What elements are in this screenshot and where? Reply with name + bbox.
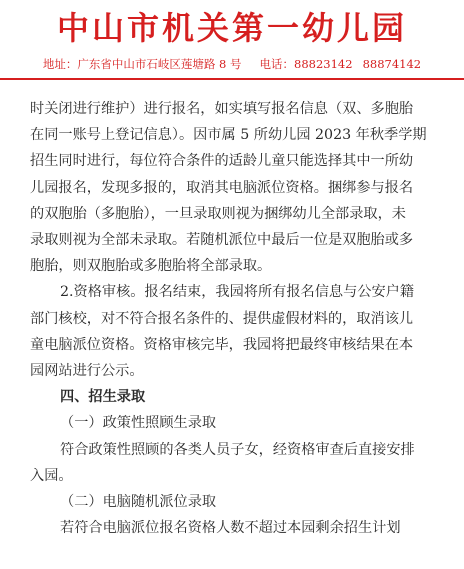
body-line: 的双胞胎（多胞胎），一旦录取则视为捆绑幼儿全部录取，未: [30, 205, 406, 222]
body-line: 符合政策性照顾的各类人员子女，经资格审查后直接安排: [60, 441, 415, 458]
subsection-heading: （二）电脑随机派位录取: [60, 494, 217, 511]
body-line: 录取则视为全部未录取。若随机派位中最后一位是双胞胎或多: [30, 232, 414, 249]
subsection-heading: （一）政策性照顾生录取: [60, 415, 217, 432]
body-line: 儿园报名，发现多报的，取消其电脑派位资格。捆绑参与报名: [30, 179, 414, 196]
org-name: 中山市机关第一幼儿园: [56, 9, 407, 47]
body-line: 童电脑派位资格。资格审核完毕，我园将把最终审核结果在本: [30, 336, 414, 353]
body-line: 在同一账号上登记信息）。因市属 5 所幼儿园 2023 年秋季学期: [30, 127, 427, 144]
address-label: 地址：: [42, 57, 78, 71]
body-line: 园网站进行公示。: [30, 363, 144, 380]
letterhead: [0, 0, 464, 86]
section-heading: 四、招生录取: [60, 389, 146, 406]
body-line: 部门核校，对不符合报名条件的、提供虚假材料的，取消该儿: [30, 310, 414, 327]
body-line: 胞胎，则双胞胎或多胞胎将全部录取。: [30, 258, 272, 275]
letterhead-divider: [0, 78, 464, 80]
phone-label: 电话：: [259, 57, 295, 71]
document-body: [30, 96, 440, 541]
phone-number-2: 88874142: [362, 57, 422, 71]
address-text: 广东省中山市石岐区莲塘路 8 号: [77, 57, 242, 71]
body-line: 入园。: [30, 467, 73, 484]
body-line: 时关闭进行维护）进行报名，如实填写报名信息（双、多胞胎: [30, 101, 414, 117]
phone-number-1: 88823142: [294, 57, 353, 71]
body-line: 2.资格审核。报名结束，我园将所有报名信息与公安户籍: [60, 284, 415, 301]
body-line: 招生同时进行，每位符合条件的适龄儿童只能选择其中一所幼: [30, 153, 414, 170]
body-line: 若符合电脑派位报名资格人数不超过本园剩余招生计划: [60, 520, 401, 537]
contact-line: [0, 56, 464, 72]
